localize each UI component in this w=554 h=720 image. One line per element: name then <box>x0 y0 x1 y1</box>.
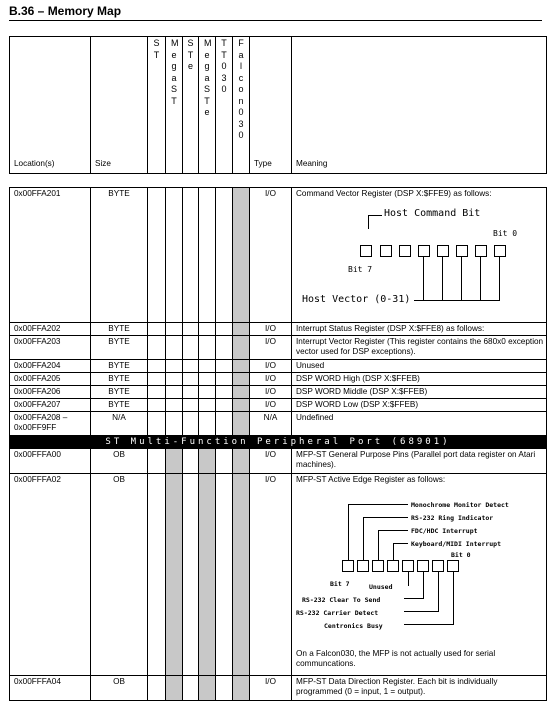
bit0-label: Bit 0 <box>493 229 518 238</box>
col-header-type: Type <box>250 37 292 174</box>
col-header-tt030: TT030 <box>216 37 233 174</box>
table-row <box>10 399 547 412</box>
col-header-ste: STe <box>183 37 199 174</box>
type-cell: I/O <box>250 360 292 373</box>
col-header-mega-ste: Mega STe <box>199 37 216 174</box>
type-cell: I/O <box>250 386 292 399</box>
unused-label: Unused <box>369 583 393 591</box>
location-cell: 0x00FFFA02 <box>10 474 91 676</box>
meaning-cell: DSP WORD Low (DSP X:$FFEB) <box>292 399 547 412</box>
host-command-bit-label: Host Command Bit <box>384 208 481 219</box>
section-banner-mfp: ST Multi-Function Peripheral Port (68901) <box>10 436 547 449</box>
ring-indicator-label: RS-232 Ring Indicator <box>411 514 494 522</box>
col-header-size: Size <box>91 37 148 174</box>
col-header-meaning: Meaning <box>292 37 547 174</box>
table-row <box>10 323 547 336</box>
bit0-label: Bit 0 <box>451 551 471 559</box>
size-cell: BYTE <box>91 386 148 399</box>
type-cell: I/O <box>250 449 292 474</box>
table-row <box>10 449 547 474</box>
size-cell: BYTE <box>91 373 148 386</box>
location-cell: 0x00FFA202 <box>10 323 91 336</box>
type-cell: I/O <box>250 323 292 336</box>
col-header-falcon030: Falcon030 <box>233 37 250 174</box>
table-row <box>10 474 547 676</box>
type-cell: N/A <box>250 412 292 436</box>
host-vector-label: Host Vector (0-31) <box>302 294 411 305</box>
location-cell: 0x00FFA208 – 0x00FF9FF <box>10 412 91 436</box>
location-cell: 0x00FFFA00 <box>10 449 91 474</box>
table-row <box>10 412 547 436</box>
fdc-hdc-label: FDC/HDC Interrupt <box>411 527 478 535</box>
title-rule <box>9 20 542 21</box>
size-cell: BYTE <box>91 336 148 360</box>
type-cell: I/O <box>250 336 292 360</box>
type-cell: I/O <box>250 474 292 676</box>
meaning-cell: Interrupt Status Register (DSP X:$FFE8) as follows: <box>292 323 547 336</box>
meaning-cell: MFP-ST Data Direction Register. Each bit is individually programmed (0 = input, 1 = output). <box>292 676 547 701</box>
size-cell: BYTE <box>91 323 148 336</box>
carrier-detect-label: RS-232 Carrier Detect <box>296 609 379 617</box>
table-row <box>10 360 547 373</box>
location-cell: 0x00FFA205 <box>10 373 91 386</box>
col-header-location: Location(s) <box>10 37 91 174</box>
meaning-cell: MFP-ST Active Edge Register as follows: Monochrome Monitor Detect RS-232 Ring Indicator FDC/HDC Interrupt Keyboard/MIDI Interrupt Bit 0 Bit 7 Unused RS-232 Clear To Send RS-232 Carrier Detect Centronics Busy On a Falcon030, the MFP is not actually used for serial communcations. <box>292 474 547 676</box>
clear-to-send-label: RS-232 Clear To Send <box>302 596 381 604</box>
location-cell: 0x00FFA207 <box>10 399 91 412</box>
type-cell: I/O <box>250 399 292 412</box>
falcon-only-marker <box>233 188 250 323</box>
type-cell: I/O <box>250 676 292 701</box>
table-row <box>10 676 547 701</box>
table-row <box>10 336 547 360</box>
meaning-cell: Interrupt Vector Register (This register contains the 680x0 exception vector used for DSP exceptions). <box>292 336 547 360</box>
monochrome-label: Monochrome Monitor Detect <box>411 501 509 509</box>
memory-map-table <box>9 187 547 701</box>
meaning-cell: MFP-ST General Purpose Pins (Parallel port data register on Atari machines). <box>292 449 547 474</box>
table-row <box>10 373 547 386</box>
meaning-cell: Undefined <box>292 412 547 436</box>
location-cell: 0x00FFFA04 <box>10 676 91 701</box>
size-cell: BYTE <box>91 188 148 323</box>
size-cell: BYTE <box>91 360 148 373</box>
size-cell: N/A <box>91 412 148 436</box>
page-title: B.36 – Memory Map <box>9 4 122 18</box>
col-header-mega-st: Mega ST <box>166 37 183 174</box>
table-row <box>10 188 547 323</box>
location-cell: 0x00FFA201 <box>10 188 91 323</box>
keyboard-midi-label: Keyboard/MIDI Interrupt <box>411 540 502 548</box>
command-vector-diagram <box>296 199 544 309</box>
type-cell: I/O <box>250 373 292 386</box>
location-cell: 0x00FFA206 <box>10 386 91 399</box>
active-edge-diagram <box>296 485 544 649</box>
size-cell: OB <box>91 474 148 676</box>
table-row <box>10 386 547 399</box>
header-table <box>9 36 547 174</box>
meaning-cell: Unused <box>292 360 547 373</box>
bit7-label: Bit 7 <box>348 265 373 274</box>
bit7-label: Bit 7 <box>330 580 350 588</box>
size-cell: OB <box>91 676 148 701</box>
meaning-cell: DSP WORD High (DSP X:$FFEB) <box>292 373 547 386</box>
size-cell: OB <box>91 449 148 474</box>
falcon-note: On a Falcon030, the MFP is not actually used for serial communcations. <box>296 649 496 668</box>
size-cell: BYTE <box>91 399 148 412</box>
meaning-cell: Command Vector Register (DSP X:$FFE9) as follows: Host Command Bit Bit 0 Bit 7 Host Vector (0-31) <box>292 188 547 323</box>
col-header-st: ST <box>148 37 166 174</box>
location-cell: 0x00FFA204 <box>10 360 91 373</box>
meaning-cell: DSP WORD Middle (DSP X:$FFEB) <box>292 386 547 399</box>
type-cell: I/O <box>250 188 292 323</box>
centronics-label: Centronics Busy <box>324 622 383 630</box>
location-cell: 0x00FFA203 <box>10 336 91 360</box>
